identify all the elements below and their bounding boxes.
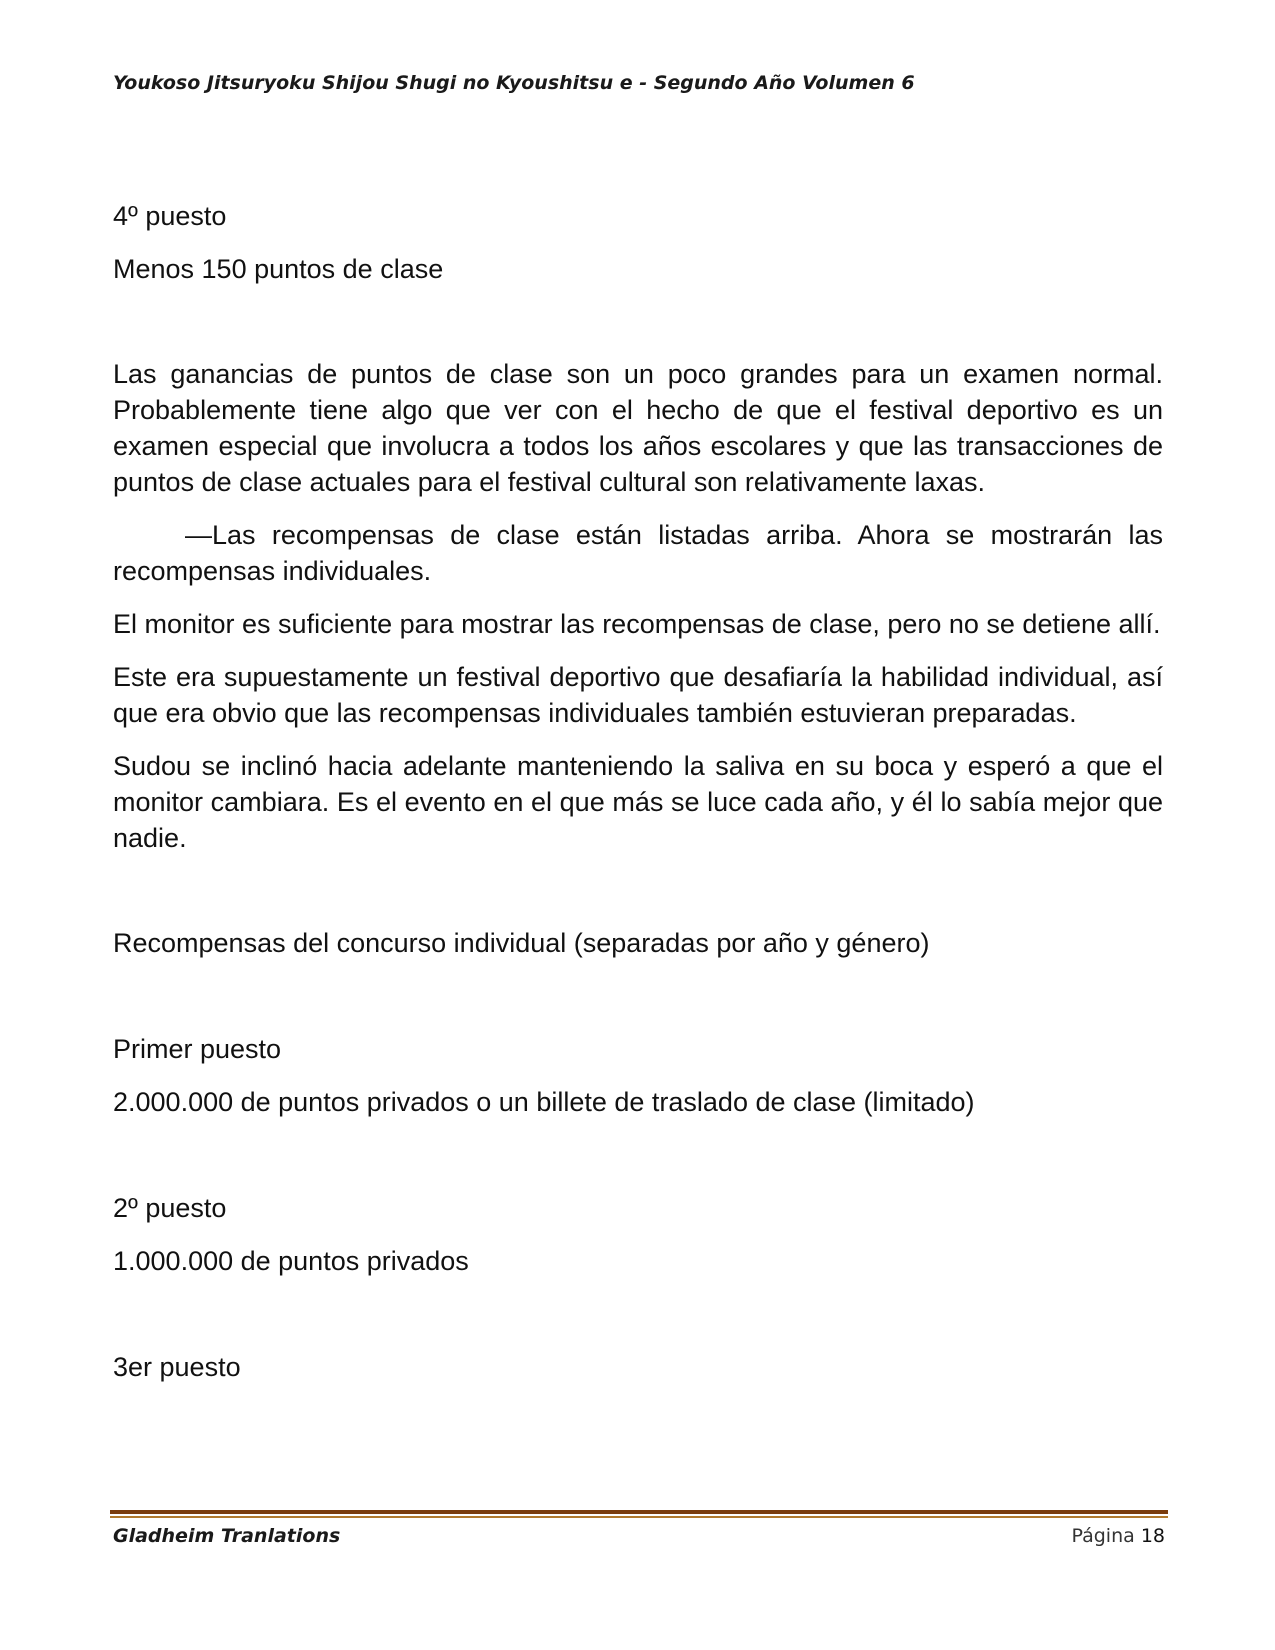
paragraph-sudou: Sudou se inclinó hacia adelante manteniendo la saliva en su boca y esperó a que el monitor cambiara. Es el evento en el que más se luce cada año, y él lo sabía mejor que nadie. (113, 751, 1163, 853)
footer-page-indicator (1071, 1525, 1165, 1547)
footer-page-number: 18 (1140, 1525, 1165, 1547)
paragraph-4th-place: 4º puesto (113, 201, 227, 231)
paragraph-first-place-reward: 2.000.000 de puntos privados o un billete de traslado de clase (limitado) (113, 1087, 975, 1117)
footer-divider-thin (110, 1516, 1168, 1518)
page-header-title: Youkoso Jitsuryoku Shijou Shugi no Kyoushitsu e - Segundo Año Volumen 6 (113, 72, 915, 94)
paragraph-individual-ability: Este era supuestamente un festival deportivo que desafiaría la habilidad individual, así que era obvio que las recompensas individuales también estuvieran preparadas. (113, 662, 1163, 728)
paragraph-4th-place-reward: Menos 150 puntos de clase (113, 254, 444, 284)
paragraph-monitor: El monitor es suficiente para mostrar las recompensas de clase, pero no se detiene allí. (113, 609, 1161, 639)
paragraph-individual-rewards-heading: Recompensas del concurso individual (separadas por año y género) (113, 928, 930, 958)
paragraph-first-place: Primer puesto (113, 1034, 282, 1064)
footer-publisher: Gladheim Tranlations (113, 1525, 341, 1547)
footer-page-label: Página (1071, 1525, 1135, 1547)
paragraph-class-rewards-listed: —Las recompensas de clase están listadas arriba. Ahora se mostrarán las recompensas individuales. (113, 520, 1163, 586)
footer-divider-thick (110, 1510, 1168, 1514)
page-body (113, 198, 1163, 1385)
paragraph-second-place: 2º puesto (113, 1193, 227, 1223)
paragraph-second-place-reward: 1.000.000 de puntos privados (113, 1246, 469, 1276)
paragraph-class-points-gain: Las ganancias de puntos de clase son un poco grandes para un examen normal. Probablemente tiene algo que ver con el hecho de que el festival deportivo es un examen especial que involucra a todos los años escolares y que las transacciones de puntos de clase actuales para el festival cultural son relativamente laxas. (113, 359, 1163, 497)
paragraph-third-place: 3er puesto (113, 1352, 241, 1382)
